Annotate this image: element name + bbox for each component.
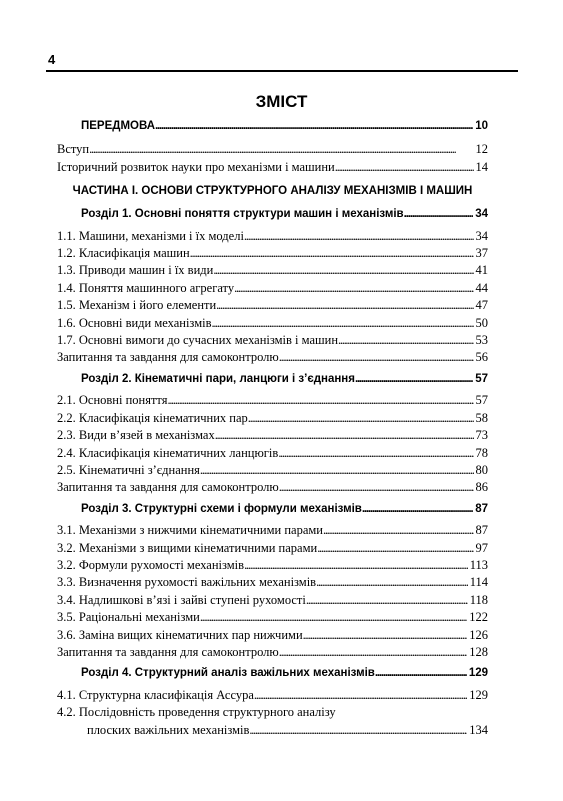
toc-leader	[213, 262, 473, 279]
toc-leader	[200, 609, 467, 626]
toc-entry[interactable]	[57, 522, 488, 539]
toc-leader	[249, 722, 467, 739]
toc-entry-page: 56	[475, 350, 488, 365]
toc-entry-text: 1.5. Механізм і його елементи	[57, 298, 217, 313]
toc-entry[interactable]	[57, 557, 488, 574]
table-of-contents	[57, 118, 488, 739]
toc-entry-text: 3.5. Раціональні механізми	[57, 610, 200, 625]
toc-entry-text: Запитання та завдання для самоконтролю	[57, 644, 279, 659]
toc-entry-text: Вступ	[57, 142, 90, 157]
toc-leader	[306, 592, 468, 609]
toc-entry-text: 1.1. Машини, механізми і їх моделі	[57, 228, 244, 243]
toc-entry[interactable]	[57, 479, 488, 496]
toc-entry-page: 113	[469, 557, 488, 572]
toc-leader	[279, 644, 467, 661]
toc-leader	[323, 522, 474, 539]
toc-entry-page: 57	[475, 372, 488, 385]
toc-leader	[244, 228, 474, 245]
toc-entry-page: 129	[468, 667, 488, 680]
toc-entry[interactable]	[57, 609, 488, 626]
toc-entry-text: 2.3. Види в’язей в механізмах	[57, 428, 215, 443]
toc-leader	[317, 540, 473, 557]
toc-entry-page: 129	[469, 687, 488, 702]
toc-entry-page: 44	[475, 280, 488, 295]
toc-entry[interactable]	[57, 315, 488, 332]
toc-leader	[216, 297, 473, 314]
toc-entry-page: 73	[475, 428, 488, 443]
toc-entry[interactable]	[57, 644, 488, 661]
toc-entry-history[interactable]	[57, 159, 488, 176]
toc-leader	[248, 410, 474, 427]
toc-entry-text: 3.2. Механізми з вищими кінематичними парами	[57, 540, 318, 555]
toc-entry[interactable]	[57, 627, 488, 644]
toc-leader	[244, 557, 468, 574]
toc-entry-page: 134	[469, 722, 488, 737]
toc-entry-text: ПЕРЕДМОВА	[81, 120, 156, 132]
toc-entry[interactable]	[57, 297, 488, 314]
toc-entry-text: Запитання та завдання для самоконтролю	[57, 350, 279, 365]
toc-leader	[279, 479, 474, 496]
toc-entry[interactable]	[57, 574, 488, 591]
toc-entry-text: 3.1. Механізми з нижчими кінематичними парами	[57, 523, 323, 538]
toc-entry-page: 86	[475, 480, 488, 495]
toc-entry[interactable]	[57, 410, 488, 427]
toc-section-heading[interactable]	[57, 665, 488, 682]
toc-entry[interactable]	[57, 427, 488, 444]
toc-entry-text: Розділ 2. Кінематичні пари, ланцюги і з’єднання	[81, 372, 355, 385]
toc-leader	[215, 427, 474, 444]
toc-leader	[303, 627, 468, 644]
toc-entry-page: 53	[475, 333, 488, 348]
toc-entry-text: плоских важільних механізмів	[87, 722, 250, 737]
toc-entry[interactable]	[57, 245, 488, 262]
toc-leader	[155, 118, 473, 135]
toc-entry-text: 1.7. Основні вимоги до сучасних механізмів і машин	[57, 333, 339, 348]
toc-entry-page: 12	[475, 142, 488, 157]
page-number: 4	[48, 52, 56, 67]
toc-entry-text: Розділ 4. Структурний аналіз важільних механізмів	[81, 667, 375, 680]
toc-entry[interactable]	[57, 262, 488, 279]
toc-leader	[375, 665, 467, 682]
toc-entry[interactable]	[57, 280, 488, 297]
toc-entry-page: 128	[469, 644, 488, 659]
toc-entry-page: 87	[475, 502, 488, 515]
toc-section-heading[interactable]	[57, 371, 488, 388]
toc-entry-text: 1.2. Класифікація машин	[57, 246, 190, 261]
toc-entry-text: 1.6. Основні види механізмів	[57, 315, 212, 330]
header-rule	[46, 70, 518, 72]
toc-entry[interactable]	[57, 540, 488, 557]
toc-entry-page: 47	[475, 298, 488, 313]
toc-leader	[211, 315, 473, 332]
toc-entry-text: Історичний розвиток науки про механізми і машини	[57, 159, 335, 174]
toc-leader	[355, 371, 473, 388]
toc-section-heading[interactable]	[57, 206, 488, 223]
toc-leader	[338, 332, 473, 349]
part-title: ЧАСТИНА І. ОСНОВИ СТРУКТУРНОГО АНАЛІЗУ МЕХАНІЗМІВ І МАШИН	[72, 185, 473, 198]
toc-entry-text: 1.4. Поняття машинного агрегату	[57, 280, 235, 295]
toc-entry[interactable]	[57, 592, 488, 609]
toc-leader	[89, 141, 473, 158]
toc-leader	[362, 501, 473, 518]
toc-leader	[200, 462, 474, 479]
toc-entry[interactable]	[57, 462, 488, 479]
toc-entry-text: 3.4. Надлишкові в’язі і зайві ступені рухомості	[57, 592, 306, 607]
toc-leader	[279, 349, 474, 366]
toc-leader	[234, 280, 473, 297]
toc-entry-text: 3.2. Формули рухомості механізмів	[57, 557, 245, 572]
toc-entry-page: 122	[469, 610, 488, 625]
page-title: ЗМІСТ	[255, 92, 308, 111]
toc-entry-page: 58	[475, 410, 488, 425]
toc-leader	[316, 574, 468, 591]
toc-entry-page: 97	[475, 540, 488, 555]
toc-leader	[404, 206, 474, 223]
toc-sections	[57, 206, 488, 704]
toc-entry-text: Розділ 3. Структурні схеми і формули механізмів	[81, 502, 362, 515]
toc-entry-page: 34	[475, 208, 488, 221]
toc-entry-text: 3.3. Визначення рухомості важільних механізмів	[57, 575, 317, 590]
toc-entry[interactable]	[57, 349, 488, 366]
toc-entry-page: 114	[469, 575, 488, 590]
toc-entry-multiline-line1: 4.2. Послідовність проведення структурного аналізу	[57, 705, 336, 720]
toc-leader	[335, 159, 474, 176]
toc-entry-page: 10	[475, 120, 488, 132]
toc-entry-page: 78	[475, 445, 488, 460]
toc-entry[interactable]	[57, 392, 488, 409]
toc-entry-intro[interactable]	[57, 141, 488, 158]
toc-preface[interactable]	[57, 118, 488, 135]
toc-leader	[167, 392, 473, 409]
toc-entry-page: 41	[475, 263, 488, 278]
toc-entry-page: 57	[475, 393, 488, 408]
toc-leader	[278, 445, 473, 462]
toc-entry-text: 3.6. Заміна вищих кінематичних пар нижчими	[57, 627, 303, 642]
toc-entry-text: 2.2. Класифікація кінематичних пар	[57, 410, 248, 425]
toc-entry-text: Розділ 1. Основні поняття структури машин і механізмів	[81, 208, 404, 221]
toc-entry-text: 2.5. Кінематичні з’єднання	[57, 462, 200, 477]
toc-entry-page: 87	[475, 523, 488, 538]
toc-entry-text: 4.1. Структурна класифікація Ассура	[57, 687, 254, 702]
toc-entry[interactable]	[57, 332, 488, 349]
toc-entry[interactable]	[57, 228, 488, 245]
toc-entry-page: 50	[475, 315, 488, 330]
toc-entry-text: 1.3. Приводи машин і їх види	[57, 263, 214, 278]
toc-entry[interactable]	[57, 445, 488, 462]
toc-entry-page: 80	[475, 462, 488, 477]
toc-entry-text: 2.1. Основні поняття	[57, 393, 168, 408]
toc-entry-page: 118	[469, 592, 488, 607]
toc-leader	[254, 687, 467, 704]
toc-entry[interactable]	[57, 687, 488, 704]
toc-entry-page: 37	[475, 246, 488, 261]
toc-entry-text: 2.4. Класифікація кінематичних ланцюгів	[57, 445, 279, 460]
toc-section-heading[interactable]	[57, 501, 488, 518]
toc-entry-page: 126	[469, 627, 488, 642]
toc-entry-text: Запитання та завдання для самоконтролю	[57, 480, 279, 495]
toc-leader	[190, 245, 474, 262]
toc-entry-page: 14	[475, 159, 488, 174]
toc-entry-multiline[interactable]	[57, 722, 488, 739]
toc-entry-page: 34	[475, 228, 488, 243]
